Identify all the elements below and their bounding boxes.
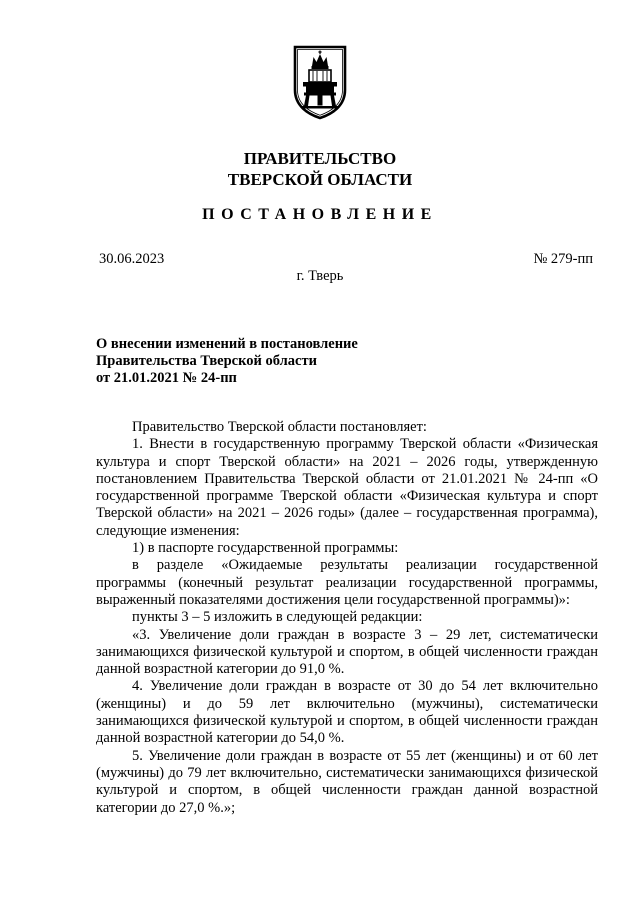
body-paragraph: 1) в паспорте государственной программы: <box>132 540 399 557</box>
document-number: № 279-пп <box>533 251 593 267</box>
subject-line: от 21.01.2021 № 24-пп <box>96 370 237 386</box>
subject-line: Правительства Тверской области <box>96 353 317 369</box>
body-paragraph: «3. Увеличение доли граждан в возрасте 3 – 29 лет, систематически занимающихся физической культурой и спортом, в общей численности граждан данной возрастной категории до 91,0 %. <box>96 626 598 678</box>
organization-name-line2: ТВЕРСКОЙ ОБЛАСТИ <box>227 170 413 189</box>
body-paragraph: Правительство Тверской области постановляет: <box>132 419 427 435</box>
organization-name-line1: ПРАВИТЕЛЬСТВО <box>243 149 397 168</box>
document-city: г. Тверь <box>296 268 344 284</box>
document-date: 30.06.2023 <box>99 251 165 267</box>
document-body <box>96 419 598 817</box>
body-paragraph: 1. Внести в государственную программу Тверской области «Физическая культура и спорт Тверской области» на 2021 – 2026 годы, утвержденную постановлением Правительства Тверской области от 21.01.2021 № 24-пп «О государственной программе Тверской области «Физическая культура и спорт Тверской области» на 2021 – 2026 годы» (далее – государственная программа), следующие изменения: <box>96 436 598 539</box>
body-paragraph: 5. Увеличение доли граждан в возрасте от 55 лет (женщины) и от 60 лет (мужчины) до 79 лет включительно, систематически занимающихся физической культурой и спортом, в общей численности граждан данной возрастной категории до 27,0 %.»; <box>96 747 598 816</box>
body-paragraph: в разделе «Ожидаемые результаты реализации государственной программы (конечный результат реализации государственной программы, выраженный показателями достижения цели государственной программы)»: <box>96 557 598 608</box>
subject-line: О внесении изменений в постановление <box>96 336 358 352</box>
document-subject <box>96 336 358 387</box>
body-paragraph: пункты 3 – 5 изложить в следующей редакции: <box>132 609 423 626</box>
document-type: ПОСТАНОВЛЕНИЕ <box>202 206 438 223</box>
tver-coat-of-arms-icon <box>292 44 348 120</box>
body-paragraph: 4. Увеличение доли граждан в возрасте от 30 до 54 лет включительно (женщины) и до 59 лет включительно (мужчины), систематически занимающихся физической культурой и спортом, в общей численности граждан данной возрастной категории до 54,0 %. <box>96 678 598 747</box>
